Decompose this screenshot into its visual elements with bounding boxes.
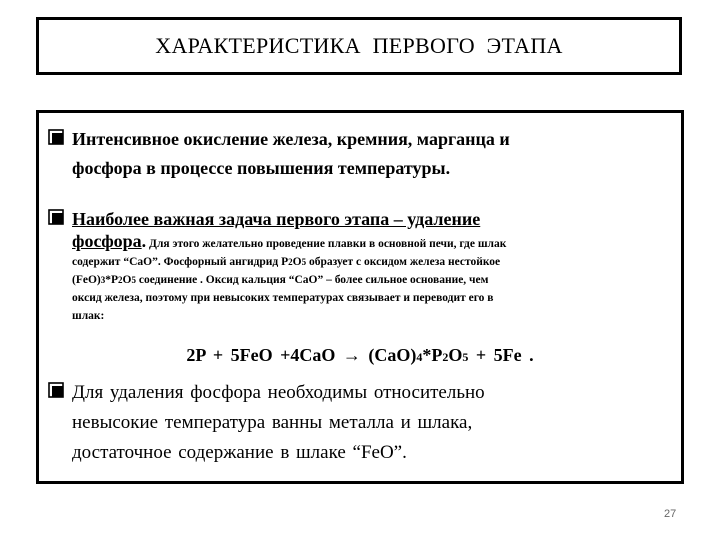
bullet-1 [48, 125, 676, 183]
equation-part: O [448, 345, 463, 365]
text-part: O [122, 274, 132, 286]
square-checkbox-icon [48, 209, 64, 225]
subscript: 2 [118, 275, 123, 285]
bullet-2-text-1: Для этого желательно проведение плавки в основной печи, где шлак [146, 238, 507, 250]
text-part: содержит “CaO”. Фосфорный ангидрид P [72, 256, 289, 268]
square-checkbox-icon [48, 129, 64, 145]
equation-part: 2P + 5FeO +4CaO → (CaO) [186, 345, 417, 365]
equation-part: *P [422, 345, 443, 365]
square-checkbox-icon [48, 382, 64, 398]
text-part: *P [105, 274, 119, 286]
subscript: 5 [131, 275, 136, 285]
bullet-2-line-4 [72, 271, 676, 289]
slide-title: ХАРАКТЕРИСТИКА ПЕРВОГО ЭТАПА [155, 33, 563, 58]
text-part: соединение . Оксид кальция “CaO” – более сильное основание, чем [135, 274, 489, 286]
bullet-3-line-3: достаточное содержание в шлаке “FeO”. [72, 442, 407, 463]
bullet-1-line-1: Интенсивное окисление железа, кремния, марганца и [72, 129, 510, 149]
text-part: (FeO) [72, 274, 101, 286]
bullet-2-line-1: Наиболее важная задача первого этапа – удаление [72, 209, 481, 229]
subscript: 4 [416, 350, 423, 364]
subscript: 3 [100, 275, 106, 285]
chemical-equation [39, 345, 681, 366]
bullet-2-highlight: фосфора [72, 231, 142, 251]
text-part: O [292, 256, 302, 268]
subscript: 5 [462, 350, 469, 364]
bullet-1-line-2: фосфора в процессе повышения температуры. [72, 158, 451, 178]
content-box [36, 110, 684, 484]
bullet-2 [48, 205, 676, 325]
page-number: 27 [664, 508, 677, 520]
bullet-2-line-5: оксид железа, поэтому при невысоких температурах связывает и переводит его в [72, 292, 494, 304]
subscript: 2 [288, 257, 293, 267]
subscript: 5 [301, 257, 307, 267]
equation-part: + 5Fe . [468, 345, 534, 365]
bullet-2-line-3 [72, 253, 676, 271]
bullet-3 [48, 378, 676, 468]
subscript: 2 [442, 350, 449, 364]
text-part: образует с оксидом железа нестойкое [306, 256, 501, 268]
title-box [36, 17, 682, 75]
bullet-3-line-2: невысокие температура ванны металла и шлака, [72, 412, 473, 433]
bullet-2-line-6: шлак: [72, 310, 105, 322]
bullet-2-dot: . [141, 231, 147, 251]
bullet-3-line-1: Для удаления фосфора необходимы относительно [72, 382, 485, 403]
